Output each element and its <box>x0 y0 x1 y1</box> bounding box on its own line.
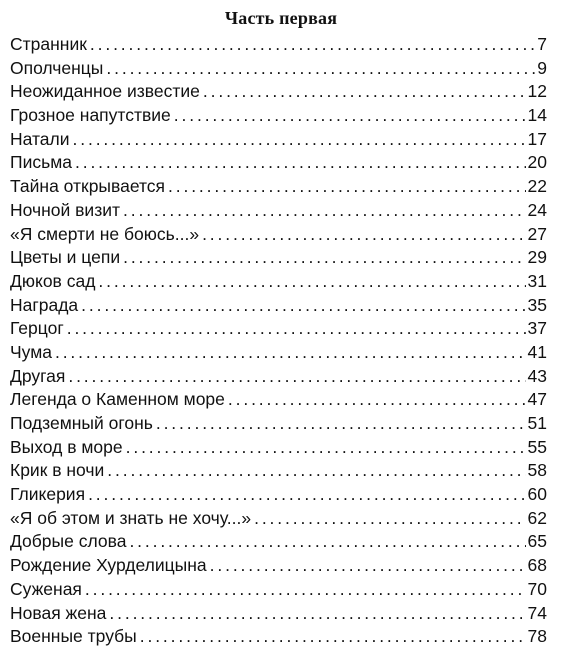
toc-entry-title: Награда <box>10 294 79 315</box>
toc-entry-title: Выход в море <box>10 436 123 457</box>
toc-entry-page-number: 17 <box>527 128 547 149</box>
toc-dot-leader <box>68 365 525 389</box>
toc-entry-page-number: 41 <box>527 341 547 362</box>
toc-entry-title: Гликерия <box>10 484 86 505</box>
toc-entry <box>10 33 547 57</box>
toc-entry-page-number: 65 <box>527 531 547 552</box>
toc-entry-page-number: 20 <box>527 152 547 173</box>
toc-dot-leader <box>174 104 526 128</box>
toc-entry-title: Странник <box>10 34 87 54</box>
toc-dot-leader <box>123 199 526 223</box>
toc-dot-leader <box>81 294 525 318</box>
toc-entry-page-number: 29 <box>527 247 547 268</box>
toc-entry-title: Крик в ночи <box>10 460 105 481</box>
toc-entry-page-number: 43 <box>527 365 547 386</box>
toc-dot-leader <box>156 412 526 436</box>
toc-entry-page-number: 37 <box>527 318 547 339</box>
toc-entry-title: Дюков сад <box>10 270 96 291</box>
toc-entry-title: Рождение Хурделицына <box>10 555 207 576</box>
toc-entry <box>10 223 547 247</box>
toc-dot-leader <box>123 246 525 270</box>
section-title: Часть первая <box>224 8 338 28</box>
toc-entry-title: Другая <box>10 365 66 386</box>
toc-dot-leader <box>203 80 526 104</box>
toc-dot-leader <box>109 602 525 626</box>
toc-dot-leader <box>126 436 526 460</box>
toc-entry <box>10 341 547 365</box>
toc-entry-title: Военные трубы <box>10 626 137 647</box>
toc-entry-title: Тайна открывается <box>10 176 166 197</box>
toc-entry <box>10 199 547 223</box>
toc-entry-title: Герцог <box>10 318 64 339</box>
toc-entry-title: Грозное напутствие <box>10 105 171 126</box>
toc-entry <box>10 175 547 199</box>
toc-entry <box>10 602 547 626</box>
toc-dot-leader <box>67 317 526 341</box>
toc-entry-page-number: 47 <box>527 389 547 410</box>
toc-dot-leader <box>210 554 526 578</box>
toc-dot-leader <box>129 530 525 554</box>
toc-entry-page-number: 22 <box>527 176 547 197</box>
toc-entry-title: Письма <box>10 152 72 173</box>
table-of-contents <box>10 33 547 649</box>
toc-entry-page-number: 51 <box>527 413 547 433</box>
toc-entry-page-number: 9 <box>537 57 547 78</box>
toc-entry <box>10 507 547 531</box>
toc-entry-title: Ночной визит <box>10 199 121 220</box>
toc-entry-page-number: 74 <box>527 602 547 623</box>
toc-entry-page-number: 60 <box>527 484 547 505</box>
toc-entry-title: Натали <box>10 128 70 149</box>
toc-entry-page-number: 31 <box>527 270 547 291</box>
toc-entry-page-number: 27 <box>527 223 547 244</box>
toc-entry <box>10 436 547 460</box>
toc-entry-page-number: 68 <box>527 555 547 576</box>
toc-entry <box>10 57 547 81</box>
toc-entry <box>10 270 547 294</box>
toc-entry <box>10 625 547 649</box>
toc-entry-title: Цветы и цепи <box>10 247 121 268</box>
toc-entry <box>10 128 547 152</box>
toc-entry <box>10 365 547 389</box>
toc-entry <box>10 483 547 507</box>
toc-entry <box>10 104 547 128</box>
toc-dot-leader <box>106 57 535 81</box>
toc-dot-leader <box>107 459 525 483</box>
toc-dot-leader <box>85 578 526 602</box>
toc-entry-title: Легенда о Каменном море <box>10 389 225 410</box>
toc-entry <box>10 151 547 175</box>
toc-entry-title: Подземный огонь <box>10 413 153 433</box>
toc-entry <box>10 246 547 270</box>
toc-dot-leader <box>55 341 526 365</box>
toc-entry <box>10 388 547 412</box>
toc-entry-title: «Я смерти не боюсь...» <box>10 223 200 244</box>
toc-entry-title: Неожиданное известие <box>10 81 200 102</box>
toc-entry-title: «Я об этом и знать не хочу...» <box>10 507 252 528</box>
toc-entry-page-number: 24 <box>527 199 547 220</box>
toc-entry <box>10 554 547 578</box>
toc-entry-title: Добрые слова <box>10 531 127 552</box>
toc-entry-title: Ополченцы <box>10 57 104 78</box>
toc-dot-leader <box>75 151 526 175</box>
toc-dot-leader <box>254 507 525 531</box>
toc-entry <box>10 412 547 436</box>
toc-entry-page-number: 35 <box>527 294 547 315</box>
toc-entry-page-number: 12 <box>527 81 547 102</box>
toc-dot-leader <box>73 128 526 152</box>
toc-entry-page-number: 62 <box>527 507 547 528</box>
toc-entry-title: Суженая <box>10 578 82 599</box>
toc-entry <box>10 459 547 483</box>
toc-entry <box>10 530 547 554</box>
toc-dot-leader <box>168 175 526 199</box>
toc-entry-title: Новая жена <box>10 602 107 623</box>
toc-entry-page-number: 70 <box>527 578 547 599</box>
toc-dot-leader <box>88 483 525 507</box>
toc-dot-leader <box>202 223 525 247</box>
toc-entry-page-number: 55 <box>527 436 547 457</box>
toc-entry <box>10 578 547 602</box>
toc-entry-title: Чума <box>10 341 52 362</box>
toc-entry <box>10 317 547 341</box>
toc-entry <box>10 80 547 104</box>
toc-entry-page-number: 7 <box>537 34 547 54</box>
toc-dot-leader <box>228 388 526 412</box>
toc-entry-page-number: 58 <box>527 460 547 481</box>
toc-entry-page-number: 78 <box>527 626 547 647</box>
toc-entry <box>10 294 547 318</box>
toc-dot-leader <box>98 270 525 294</box>
toc-dot-leader <box>90 33 535 57</box>
toc-entry-page-number: 14 <box>527 105 547 126</box>
toc-dot-leader <box>140 625 526 649</box>
